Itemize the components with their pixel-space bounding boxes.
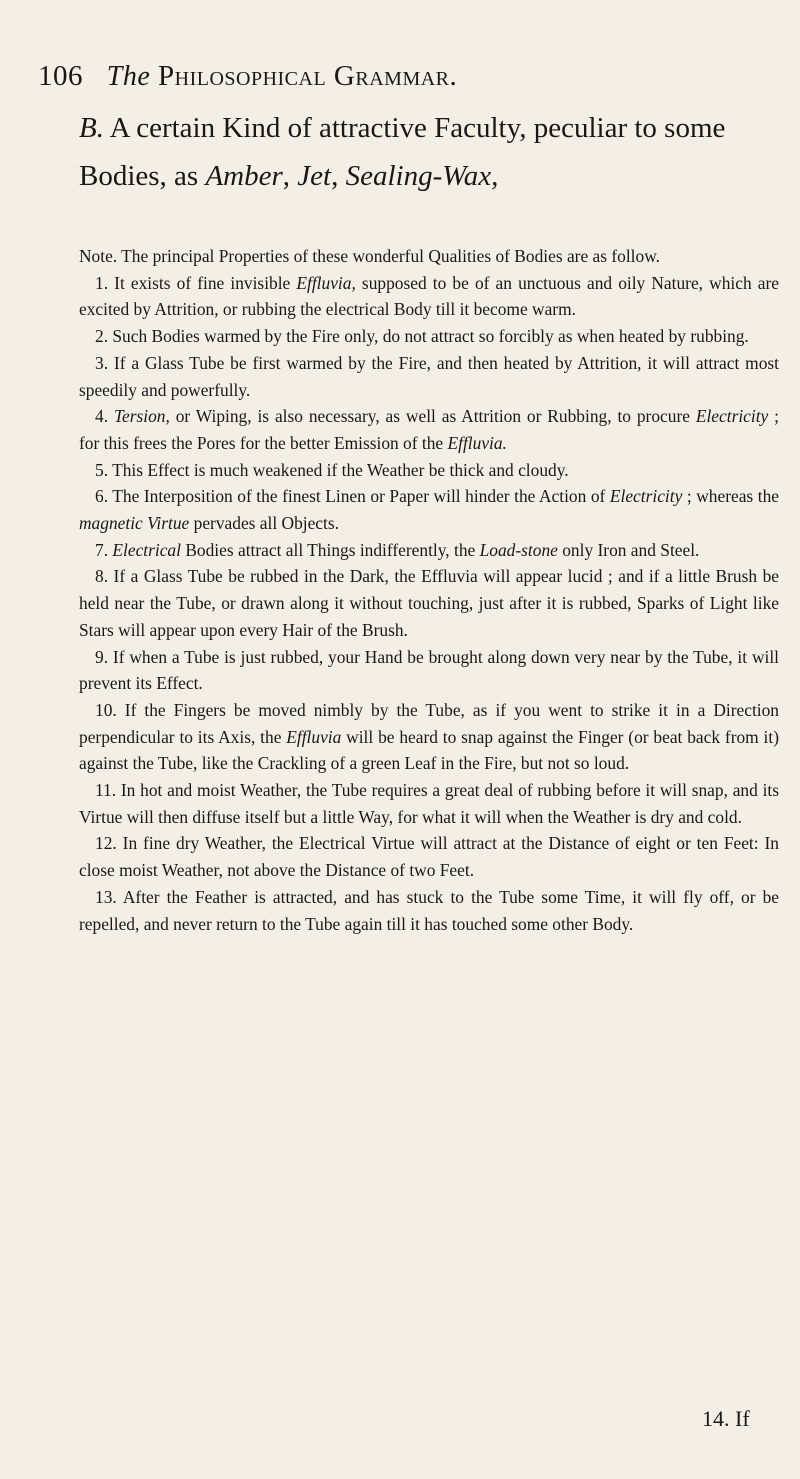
note-item: 11. In hot and moist Weather, the Tube requires a great deal of rubbing before it will snap, and its Virtue will then diffuse itself but a little Way, for what it will when the Weather is dry and cold. — [79, 780, 779, 827]
notes-section — [79, 243, 779, 937]
note-item: 12. In fine dry Weather, the Electrical Virtue will attract at the Distance of eight or ten Feet: In close moist Weather, not above the Distance of two Feet. — [79, 833, 779, 881]
catchword: 14. If — [702, 1406, 750, 1431]
lead-sealing-wax: Sealing-Wax, — [345, 160, 499, 192]
note-item: 13. After the Feather is attracted, and has stuck to the Tube some Time, it will fly off, or be repelled, and never return to the Tube again till it has touched some other Body. — [79, 886, 779, 934]
note-item: 2. Such Bodies warmed by the Fire only, do not attract so forcibly as when heated by rubbing. — [95, 326, 749, 347]
lead-definition: B. A certain Kind of attractive Faculty, peculiar to some Bodies, as Amber, Jet, Sealing-Wax, — [79, 112, 726, 192]
note-item: 8. If a Glass Tube be rubbed in the Dark, the Effluvia will appear lucid ; and if a little Brush be held near the Tube, or drawn along it without touching, just after it is rubbed, Sparks of Light like Stars will appear upon every Hair of the Brush. — [79, 566, 779, 640]
header-article: The — [106, 61, 151, 92]
header-title: Philosophical Grammar. — [158, 60, 458, 92]
lead-marker: B. — [79, 112, 104, 144]
note-item: 7. Electrical Bodies attract all Things indifferently, the Load-stone only Iron and Steel. — [95, 539, 700, 560]
lead-jet: Jet — [297, 160, 332, 192]
note-item: 10. If the Fingers be moved nimbly by the Tube, as if you went to strike it in a Direction perpendicular to its Axis, the Effluvia will be heard to snap against the Finger (or beat back from it) against the Tube, like the Crackling of a green Leaf in the Fire, but not so loud. — [79, 699, 779, 774]
note-item: 1. It exists of fine invisible Effluvia, supposed to be of an unctuous and oily Nature, which are excited by Attrition, or rubbing the electrical Body till it become warm. — [79, 272, 779, 320]
lead-amber: Amber — [205, 160, 283, 192]
note-item: 3. If a Glass Tube be first warmed by the Fire, and then heated by Attrition, it will attract most speedily and powerfully. — [79, 352, 779, 400]
lead-text: A certain Kind of attractive Faculty, peculiar to some Bodies, as — [79, 112, 726, 192]
note-item: 9. If when a Tube is just rubbed, your Hand be brought along down very near by the Tube, it will prevent its Effect. — [79, 646, 779, 694]
note-item: 6. The Interposition of the finest Linen or Paper will hinder the Action of Electricity ; whereas the magnetic Virtue pervades all Objects. — [79, 486, 779, 534]
note-item: 5. This Effect is much weakened if the Weather be thick and cloudy. — [95, 459, 569, 480]
running-header — [38, 60, 758, 93]
page-number: 106 — [38, 60, 83, 92]
note-intro: Note. The principal Properties of these wonderful Qualities of Bodies are as follow. — [79, 246, 660, 266]
note-item: 4. Tersion, or Wiping, is also necessary, as well as Attrition or Rubbing, to procure Electricity ; for this frees the Pores for the better Emission of the Effluvia. — [79, 406, 779, 453]
